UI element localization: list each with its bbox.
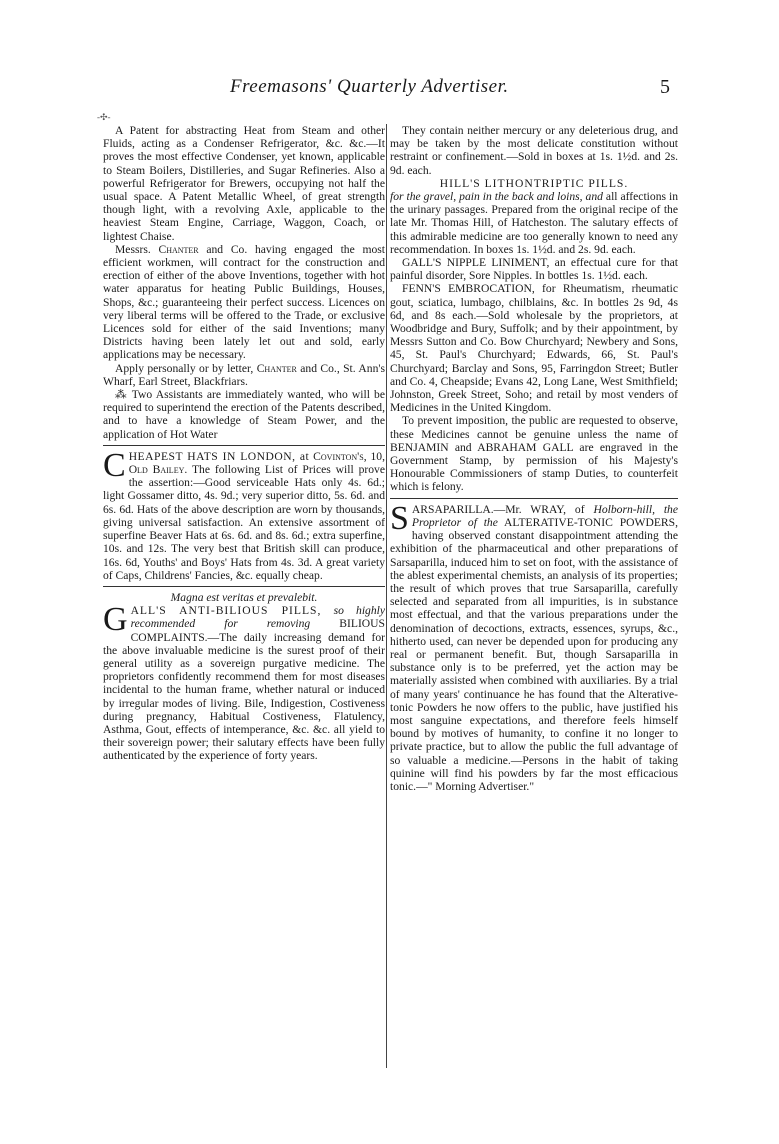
- ornament: -✣-: [97, 112, 111, 122]
- drop-cap: G: [103, 601, 128, 639]
- hills-advert: [390, 190, 678, 256]
- patent-paragraph-2: [103, 243, 385, 362]
- section-rule: [103, 445, 385, 446]
- sars-body: ALTERATIVE-TONIC POWDERS, having observed constant disappointment attending the exhibition of the pharmaceutical and other preparations of Sarsaparilla, induced him to set on foot, with the assistance of the ablest experimental chemists, an analysis of its properties; the result of which proves that true Sarsaparilla, carefully selected and separated from all impurities, is in substance most effectual, and that the various preparations under the denomination of decoctions, extracts, essences, syrups, &c., hitherto used, can never be depended upon for producing any real or permanent benefit. But, though Sarsaparilla in substance only is to be preferred, yet the action may be materially assisted when combined with auxiliaries. By a trial of many years' continuance he has found that the Alterative-tonic Powders he now offers to the public, have justified his most sanguine expectations, and therefore feels himself bound by motives of humanity, to confine it no longer to private practice, but to allow the public the full advantage of so valuable a medicine.—Persons in the habit of taking quinine will find his powders by far the most efficacious tonic.—" Morning Advertiser.": [390, 515, 678, 793]
- hats-advert: [103, 446, 385, 582]
- motto: Magna est veritas et prevalebit.: [170, 590, 318, 604]
- galls-subhead: so highly recommended for removing: [130, 604, 386, 631]
- hats-shop-name: Covinton's, 10, Old Bailey.: [128, 449, 385, 477]
- column-divider: [386, 124, 387, 1068]
- sars-headline: ARSAPARILLA.—Mr. WRAY, of: [411, 502, 585, 516]
- patent-paragraph-4: ⁂ Two Assistants are immediately wanted, who will be required to superintend the erection of the Patents described, and to have a knowledge of Steam Power, and the application of Hot Water: [103, 388, 385, 441]
- text-run: and Co., St. Ann's Wharf, Earl Street, Blackfriars.: [103, 361, 385, 388]
- fenn-embrocation: FENN'S EMBROCATION, for Rheumatism, rheumatic gout, sciatica, lumbago, chilblains, &c. In bottles 2s 9d, 4s 6d, and 8s each.—Sold wholesale by the proprietors, at Woodbridge and Bury, Suffolk; and by their appointment, by Messrs Sutton and Co. Bow Churchyard; Newbery and Sons, 45, St. Paul's Churchyard; Edwards, 66, St. Paul's Churchyard; Barclay and Sons, 95, Farringdon Street; Butler and Co. 4, Cheapside; Evans 42, Long Lane, West Smithfield; Johnston, Greek Street, Soho; and retail by most venders of Medicines in the United Kingdom.: [390, 282, 678, 415]
- text-run: Apply personally or by letter,: [115, 361, 257, 375]
- prevent-imposition: To prevent imposition, the public are requested to observe, these Medicines cannot be genuine unless the name of BENJAMIN and ABRAHAM GALL are engraved in the Government Stamp, by permission of his Majesty's Honourable Commissioners of stamp Duties, to counterfeit which is felony.: [390, 414, 678, 494]
- patent-paragraph-3: [103, 362, 385, 388]
- right-column: [390, 124, 678, 793]
- nipple-liniment: GALL'S NIPPLE LINIMENT, an effectual cure for that painful disorder, Sore Nipples. In bottles 1s. 1½d. each.: [390, 256, 678, 283]
- hills-headline: HILL'S LITHONTRIPTIC PILLS.: [439, 176, 629, 190]
- sarsaparilla-advert: [390, 499, 678, 793]
- galls-continued: They contain neither mercury or any deleterious drug, and may be taken by the most delicate constitution without restraint or confinement.—Sold in boxes at 1s. 1½d. and 2s. 9d. each.: [390, 124, 678, 177]
- section-rule: [103, 586, 385, 587]
- galls-advert: [103, 601, 386, 763]
- page-header-title: Freemasons' Quarterly Advertiser.: [230, 76, 509, 97]
- galls-headline: ALL'S ANTI-BILIOUS PILLS,: [130, 604, 322, 618]
- hats-headline: HEAPEST HATS IN LONDON, at: [128, 449, 310, 463]
- sars-subhead: Holborn-hill, the Proprietor of the: [411, 502, 678, 529]
- hills-body: all affections in the urinary passages. Prepared from the original recipe of the late Mr. Thomas Hill, of Hatcheston. The salutary effects of this admirable medicine are too generally known to need any recommendation. In boxes 1s. 1½d. and 2s. 9d. each.: [390, 190, 678, 256]
- firm-name: Chanter: [256, 361, 297, 375]
- galls-body: BILIOUS COMPLAINTS.—The daily increasing demand for the above invaluable medicine is the surest proof of their general utility as a sovereign purgative medicine. The proprietors confidently recommend them for most diseases incidental to the human frame, whether natural or induced by irregular modes of living. Bile, Indigestion, Costiveness during pregnancy, Habitual Costiveness, Flatulency, Asthma, Gout, effects of intemperance, &c. &c. all yield to their sovereign power; their salutary effects have been fully authenticated by the experience of forty years.: [103, 617, 385, 763]
- patent-paragraph-1: A Patent for abstracting Heat from Steam and other Fluids, acting as a Condenser Refrigerator, &c. &c.—It proves the most effective Condenser, yet known, applicable to Steam Boilers, Distilleries, and Sugar Refineries. Also a powerful Refrigerator for Brewers, occupying not half the usual space. A Patent Metallic Wheel, of great strength though light, with a revolving Axle, applicable to the heaviest Steam Engine, Carriage, Waggon, Coach, or lightest Chaise.: [103, 124, 385, 243]
- left-column: [103, 124, 385, 763]
- drop-cap: C: [103, 446, 126, 484]
- hats-body: The following List of Prices will prove the assertion:—Good serviceable Hats only 4s. 6d.; light Gossamer ditto, 4s. 9d.; very superior ditto, 5s. 6d. and 6s. 6d. Hats of the above description are worn by thousands, giving universal satisfaction. An extensive assortment of superfine Beaver Hats at 6s. 6d. and 8s. 6d.; extra superfine, 10s. and 12s. The very best that British skill can produce, 16s. 6d, Youths' and Boys' Hats from 4s. 3d. A great variety of Caps, Childrens' Fancies, &c. equally cheap.: [103, 463, 385, 582]
- text-run: and Co. having engaged the most efficient workmen, will contract for the construction and erection of either of the above Inventions, together with hot water apparatus for heating Public Buildings, Houses, Shops, &c.; guaranteeing their perfect success. Licences on very liberal terms will be offered to the Trade, or exclusive Licences sold for either of the said Inventions; many Districts having been lately let out and sold, early applications may be necessary.: [103, 242, 385, 362]
- hills-subhead: for the gravel, pain in the back and loins, and: [390, 190, 603, 204]
- text-run: Messrs.: [115, 242, 159, 256]
- page-number: 5: [660, 76, 670, 98]
- firm-name: Chanter: [158, 242, 199, 256]
- section-rule: [390, 498, 678, 499]
- drop-cap: S: [390, 499, 409, 537]
